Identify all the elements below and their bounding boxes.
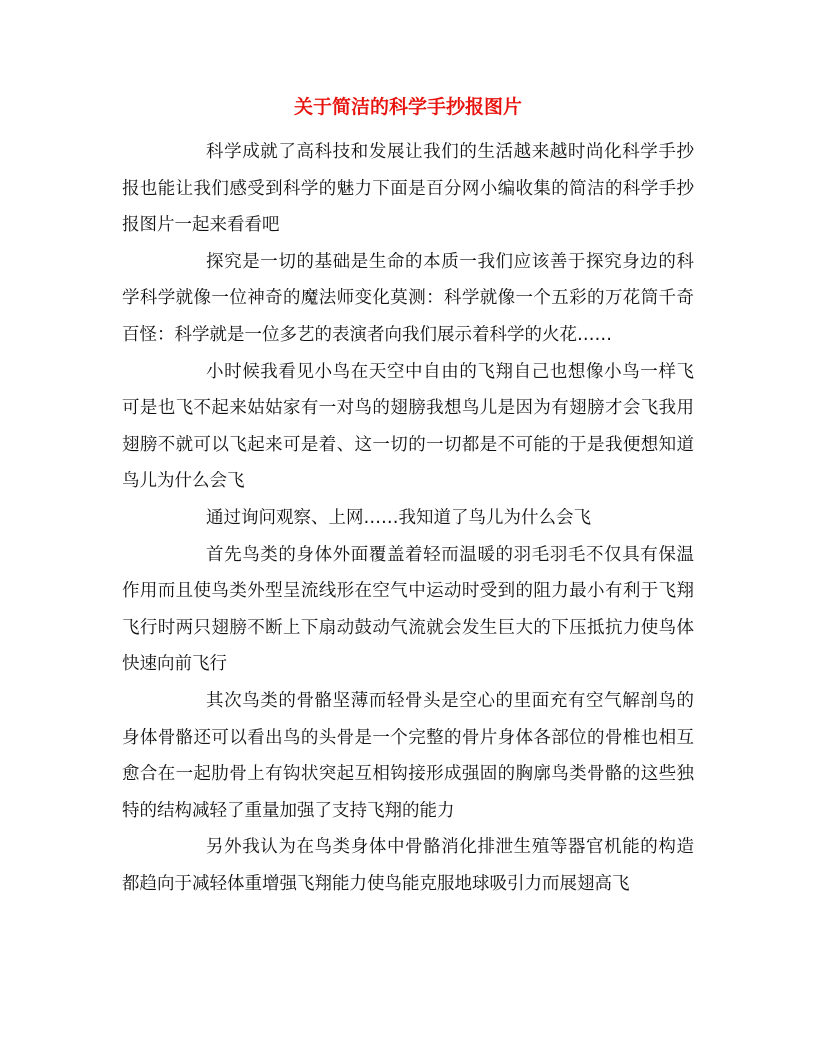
paragraph-organs: 另外我认为在鸟类身体中骨骼消化排泄生殖等器官机能的构造都趋向于减轻体重增强飞翔能力使鸟能克服地球吸引力而展翅高飞 xyxy=(122,837,694,894)
paragraph-feathers: 首先鸟类的身体外面覆盖着轻而温暖的羽毛羽毛不仅具有保温作用而且使鸟类外型呈流线形在空气中运动时受到的阻力最小有利于飞翔飞行时两只翅膀不断上下扇动鼓动气流就会发生巨大的下压抵抗力使鸟体快速向前飞行 xyxy=(122,544,694,675)
paragraph-exploration: 探究是一切的基础是生命的本质一我们应该善于探究身边的科学科学就像一位神奇的魔法师变化莫测：科学就像一个五彩的万花筒千奇百怪：科学就是一位多艺的表演者向我们展示着科学的火花…… xyxy=(122,251,694,345)
document-body xyxy=(122,134,694,902)
paragraph-childhood: 小时候我看见小鸟在天空中自由的飞翔自己也想像小鸟一样飞可是也飞不起来姑姑家有一对鸟的翅膀我想鸟儿是因为有翅膀才会飞我用翅膀不就可以飞起来可是着、这一切的一切都是不可能的于是我便想知道鸟儿为什么会飞 xyxy=(122,361,694,492)
paragraph-intro: 科学成就了高科技和发展让我们的生活越来越时尚化科学手抄报也能让我们感受到科学的魅力下面是百分网小编收集的简洁的科学手抄报图片一起来看看吧 xyxy=(122,142,694,236)
document-title: 关于简洁的科学手抄报图片 xyxy=(293,96,522,118)
paragraph-bones: 其次鸟类的骨骼坚薄而轻骨头是空心的里面充有空气解剖鸟的身体骨骼还可以看出鸟的头骨是一个完整的骨片身体各部位的骨椎也相互愈合在一起肋骨上有钩状突起互相钩接形成强固的胸廓鸟类骨骼的这些独特的结构减轻了重量加强了支持飞翔的能力 xyxy=(122,690,694,821)
paragraph-observation: 通过询问观察、上网……我知道了鸟儿为什么会飞 xyxy=(206,507,591,528)
